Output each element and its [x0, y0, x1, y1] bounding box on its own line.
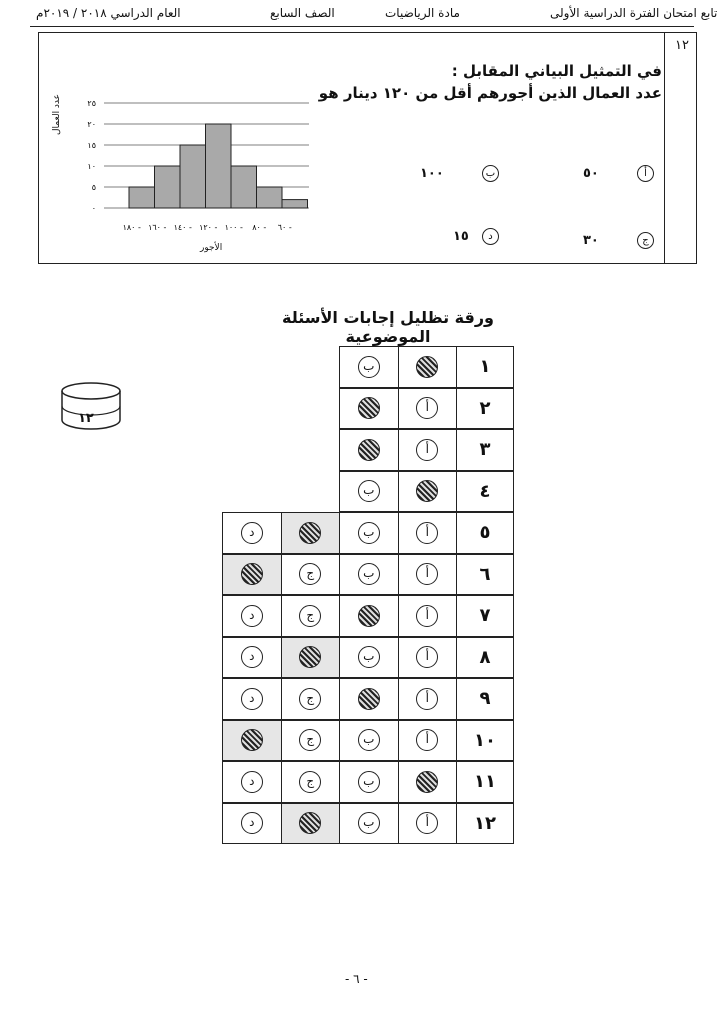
chart-bar	[180, 145, 206, 208]
answer-row-number: ١٠	[474, 729, 496, 751]
page-number: - ٦ -	[345, 972, 368, 986]
answer-choice-cell	[398, 595, 458, 637]
option-a-letter[interactable]: أ	[637, 165, 654, 182]
answer-row-number-cell	[456, 512, 514, 554]
answer-choice-cell	[281, 637, 341, 679]
chart-x-tick: ١٨٠ -	[122, 223, 141, 232]
answer-choice-cell	[339, 637, 399, 679]
answer-choice-cell	[398, 471, 458, 513]
chart-bar	[257, 187, 283, 208]
answer-choice-cell	[281, 803, 341, 845]
answer-row-number-cell	[456, 554, 514, 596]
chart-bar	[231, 166, 257, 208]
answer-bubble[interactable]: ب	[358, 480, 380, 502]
answer-bubble[interactable]: د	[241, 605, 263, 627]
answer-choice-cell	[339, 429, 399, 471]
answer-bubble[interactable]	[416, 356, 438, 378]
answer-choice-cell	[339, 761, 399, 803]
histogram-chart	[54, 92, 314, 242]
answer-choice-cell	[339, 388, 399, 430]
answer-choice-cell	[398, 554, 458, 596]
answer-bubble[interactable]: ب	[358, 812, 380, 834]
chart-x-tick: ١٦٠ -	[148, 223, 167, 232]
answer-bubble[interactable]: أ	[416, 729, 438, 751]
answer-choice-cell	[281, 761, 341, 803]
answer-choice-cell	[222, 637, 282, 679]
answer-bubble[interactable]: أ	[416, 397, 438, 419]
answer-bubble[interactable]: ج	[299, 729, 321, 751]
answer-choice-cell	[398, 678, 458, 720]
answer-choice-cell	[398, 720, 458, 762]
header-subject: مادة الرياضيات	[385, 6, 460, 20]
answer-bubble[interactable]	[299, 812, 321, 834]
chart-y-tick: ٢٥	[87, 99, 96, 108]
answer-bubble[interactable]: ج	[299, 563, 321, 585]
answer-bubble[interactable]	[358, 397, 380, 419]
chart-y-label: عدد العمال	[52, 93, 62, 135]
answer-choice-cell	[222, 512, 282, 554]
chart-bar	[282, 200, 308, 208]
answer-bubble[interactable]: د	[241, 646, 263, 668]
chart-y-tick: ١٠	[87, 162, 96, 171]
chart-x-tick: ١٢٠ -	[199, 223, 218, 232]
answer-bubble[interactable]: ج	[299, 771, 321, 793]
answer-bubble[interactable]	[358, 439, 380, 461]
answer-row-number-cell	[456, 803, 514, 845]
chart-y-tick: ٠	[91, 204, 96, 213]
question-line-1: في التمثيل البياني المقابل :	[451, 62, 662, 80]
option-d-value: ١٥	[453, 229, 469, 244]
option-b-letter[interactable]: ب	[482, 165, 499, 182]
answer-sheet-title: ورقة تظليل إجابات الأسئلة الموضوعية	[282, 308, 494, 346]
answer-bubble[interactable]: ب	[358, 522, 380, 544]
answer-row-number-cell	[456, 595, 514, 637]
header-exam: تابع امتحان الفترة الدراسية الأولى	[550, 6, 718, 20]
option-c-letter[interactable]: ج	[637, 232, 654, 249]
answer-choice-cell	[398, 803, 458, 845]
answer-bubble[interactable]	[241, 563, 263, 585]
answer-bubble[interactable]	[241, 729, 263, 751]
answer-bubble[interactable]: ب	[358, 356, 380, 378]
answer-bubble[interactable]: أ	[416, 605, 438, 627]
answer-bubble[interactable]: أ	[416, 646, 438, 668]
answer-row-number: ٤	[479, 480, 491, 502]
answer-bubble[interactable]	[358, 688, 380, 710]
question-number-divider	[664, 32, 665, 264]
answer-choice-cell	[398, 429, 458, 471]
answer-row-number: ١١	[474, 771, 496, 793]
answer-bubble[interactable]: ب	[358, 729, 380, 751]
answer-bubble[interactable]: د	[241, 812, 263, 834]
answer-bubble[interactable]: د	[241, 688, 263, 710]
answer-bubble[interactable]: أ	[416, 688, 438, 710]
answer-bubble[interactable]: أ	[416, 812, 438, 834]
answer-row-number: ٨	[479, 646, 491, 668]
question-text	[300, 60, 662, 104]
chart-x-tick: ١٠٠ -	[224, 223, 243, 232]
answer-bubble[interactable]	[358, 605, 380, 627]
answer-choice-cell	[339, 471, 399, 513]
answer-row-number-cell	[456, 720, 514, 762]
answer-choice-cell	[339, 803, 399, 845]
chart-x-tick: ٦٠ -	[277, 223, 292, 232]
answer-choice-cell	[339, 554, 399, 596]
answer-row-number: ٦	[479, 563, 491, 585]
answer-choice-cell	[281, 678, 341, 720]
chart-y-tick: ١٥	[87, 141, 96, 150]
answer-bubble[interactable]: د	[241, 771, 263, 793]
answer-choice-cell	[222, 720, 282, 762]
answer-choice-cell	[339, 512, 399, 554]
answer-row-number: ٢	[479, 397, 491, 419]
header-year: العام الدراسي ٢٠١٨ / ٢٠١٩م	[36, 6, 181, 20]
answer-choice-cell	[398, 637, 458, 679]
chart-x-tick: ٨٠ -	[252, 223, 267, 232]
answer-row-number: ٧	[479, 605, 491, 627]
header-grade: الصف السابع	[270, 6, 335, 20]
answer-bubble[interactable]	[299, 646, 321, 668]
answer-bubble[interactable]: ب	[358, 771, 380, 793]
answer-row-number: ٣	[479, 439, 491, 461]
answer-bubble[interactable]: ب	[358, 563, 380, 585]
answer-bubble[interactable]: أ	[416, 522, 438, 544]
answer-row-number-cell	[456, 388, 514, 430]
header-divider	[30, 26, 694, 27]
option-a-value: ٥٠	[583, 166, 599, 181]
answer-choice-cell	[281, 512, 341, 554]
answer-row-number-cell	[456, 346, 514, 388]
chart-y-tick: ٥	[91, 183, 96, 192]
answer-choice-cell	[222, 678, 282, 720]
answer-row-number: ٥	[479, 522, 491, 544]
answer-choice-cell	[398, 346, 458, 388]
answer-bubble[interactable]: أ	[416, 563, 438, 585]
answer-bubble[interactable]: ج	[299, 688, 321, 710]
answer-bubble[interactable]: د	[241, 522, 263, 544]
answer-row-number: ٩	[479, 688, 491, 710]
answer-bubble[interactable]: ب	[358, 646, 380, 668]
answer-choice-cell	[281, 595, 341, 637]
option-b-value: ١٠٠	[420, 166, 444, 181]
chart-bar	[129, 187, 155, 208]
answer-choice-cell	[222, 761, 282, 803]
answer-choice-cell	[222, 803, 282, 845]
chart-bar	[206, 124, 232, 208]
answer-choice-cell	[281, 554, 341, 596]
answer-bubble[interactable]: ج	[299, 605, 321, 627]
answer-row-number-cell	[456, 761, 514, 803]
answer-row-number-cell	[456, 429, 514, 471]
chart-bar	[155, 166, 181, 208]
answer-choice-cell	[339, 595, 399, 637]
answer-bubble[interactable]: أ	[416, 439, 438, 461]
answer-row-number-cell	[456, 471, 514, 513]
answer-choice-cell	[339, 678, 399, 720]
option-d-letter[interactable]: د	[482, 228, 499, 245]
answer-choice-cell	[398, 512, 458, 554]
answer-row-number-cell	[456, 678, 514, 720]
answer-choice-cell	[222, 595, 282, 637]
chart-x-label: الأجور	[200, 243, 223, 253]
answer-row-number: ١	[479, 356, 491, 378]
answer-bubble[interactable]	[416, 480, 438, 502]
answer-choice-cell	[281, 720, 341, 762]
answer-row-number: ١٢	[474, 812, 496, 834]
answer-bubble[interactable]	[416, 771, 438, 793]
answer-choice-cell	[398, 388, 458, 430]
chart-x-tick: ١٤٠ -	[173, 223, 192, 232]
chart-y-tick: ٢٠	[87, 120, 96, 129]
answer-choice-cell	[222, 554, 282, 596]
answer-row-number-cell	[456, 637, 514, 679]
option-c-value: ٣٠	[583, 233, 599, 248]
answer-bubble[interactable]	[299, 522, 321, 544]
answer-choice-cell	[398, 761, 458, 803]
badge-number: ١٢	[78, 411, 94, 426]
question-line-2: عدد العمال الذين أجورهم أقل من ١٢٠ دينار هو	[318, 84, 662, 102]
answer-choice-cell	[339, 720, 399, 762]
question-number: ١٢	[675, 38, 689, 53]
answer-choice-cell	[339, 346, 399, 388]
